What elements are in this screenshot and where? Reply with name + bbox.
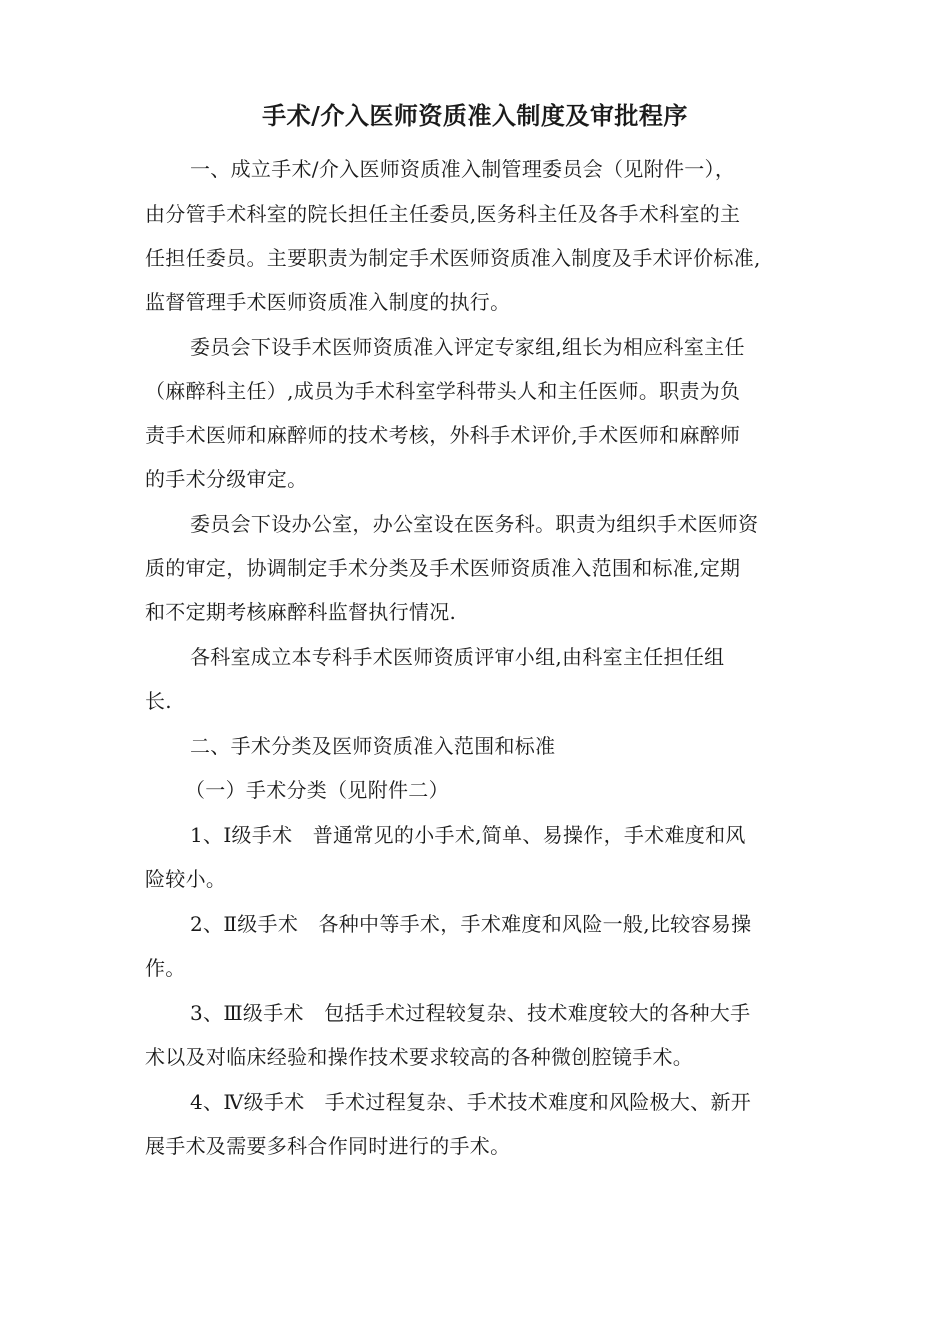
paragraph-line: 术以及对临床经验和操作技术要求较高的各种微创腔镜手术。 bbox=[145, 1045, 694, 1069]
paragraph-line: 委员会下设手术医师资质准入评定专家组,组长为相应科室主任 bbox=[190, 335, 745, 359]
paragraph-line: 3、Ⅲ级手术 包括手术过程较复杂、技术难度较大的各种大手 bbox=[190, 1001, 751, 1025]
paragraph-line: 各科室成立本专科手术医师资质评审小组,由科室主任担任组 bbox=[190, 645, 725, 669]
paragraph-line: 2、Ⅱ级手术 各种中等手术，手术难度和风险一般,比较容易操 bbox=[190, 912, 752, 936]
paragraph-line: 委员会下设办公室，办公室设在医务科。职责为组织手术医师资 bbox=[190, 512, 759, 536]
paragraph-line: 长. bbox=[145, 689, 172, 713]
subsection-heading: （一）手术分类（见附件二） bbox=[185, 778, 449, 802]
paragraph-line: （麻醉科主任）,成员为手术科室学科带头人和主任医师。职责为负 bbox=[145, 379, 741, 403]
paragraph-line: 任担任委员。主要职责为制定手术医师资质准入制度及手术评价标准, bbox=[145, 246, 761, 270]
paragraph-line: 作。 bbox=[145, 956, 186, 980]
paragraph-line: 的手术分级审定。 bbox=[145, 467, 308, 491]
paragraph-line: 质的审定，协调制定手术分类及手术医师资质准入范围和标准,定期 bbox=[145, 556, 741, 580]
paragraph-line: 监督管理手术医师资质准入制度的执行。 bbox=[145, 290, 511, 314]
paragraph-line: 责手术医师和麻醉师的技术考核，外科手术评价,手术医师和麻醉师 bbox=[145, 423, 741, 447]
paragraph-line: 险较小。 bbox=[145, 867, 227, 891]
paragraph-line: 4、Ⅳ级手术 手术过程复杂、手术技术难度和风险极大、新开 bbox=[190, 1090, 752, 1114]
paragraph-line: 展手术及需要多科合作同时进行的手术。 bbox=[145, 1134, 511, 1158]
document-title: 手术/介入医师资质准入制度及审批程序 bbox=[262, 101, 688, 130]
section-heading: 二、手术分类及医师资质准入范围和标准 bbox=[190, 734, 556, 758]
paragraph-line: 1、Ⅰ级手术 普通常见的小手术,简单、易操作，手术难度和风 bbox=[190, 823, 746, 847]
paragraph-line: 和不定期考核麻醉科监督执行情况. bbox=[145, 600, 457, 624]
paragraph-line: 由分管手术科室的院长担任主任委员,医务科主任及各手术科室的主 bbox=[145, 202, 741, 226]
paragraph-line: 一、成立手术/介入医师资质准入制管理委员会（见附件一）， bbox=[190, 157, 736, 181]
